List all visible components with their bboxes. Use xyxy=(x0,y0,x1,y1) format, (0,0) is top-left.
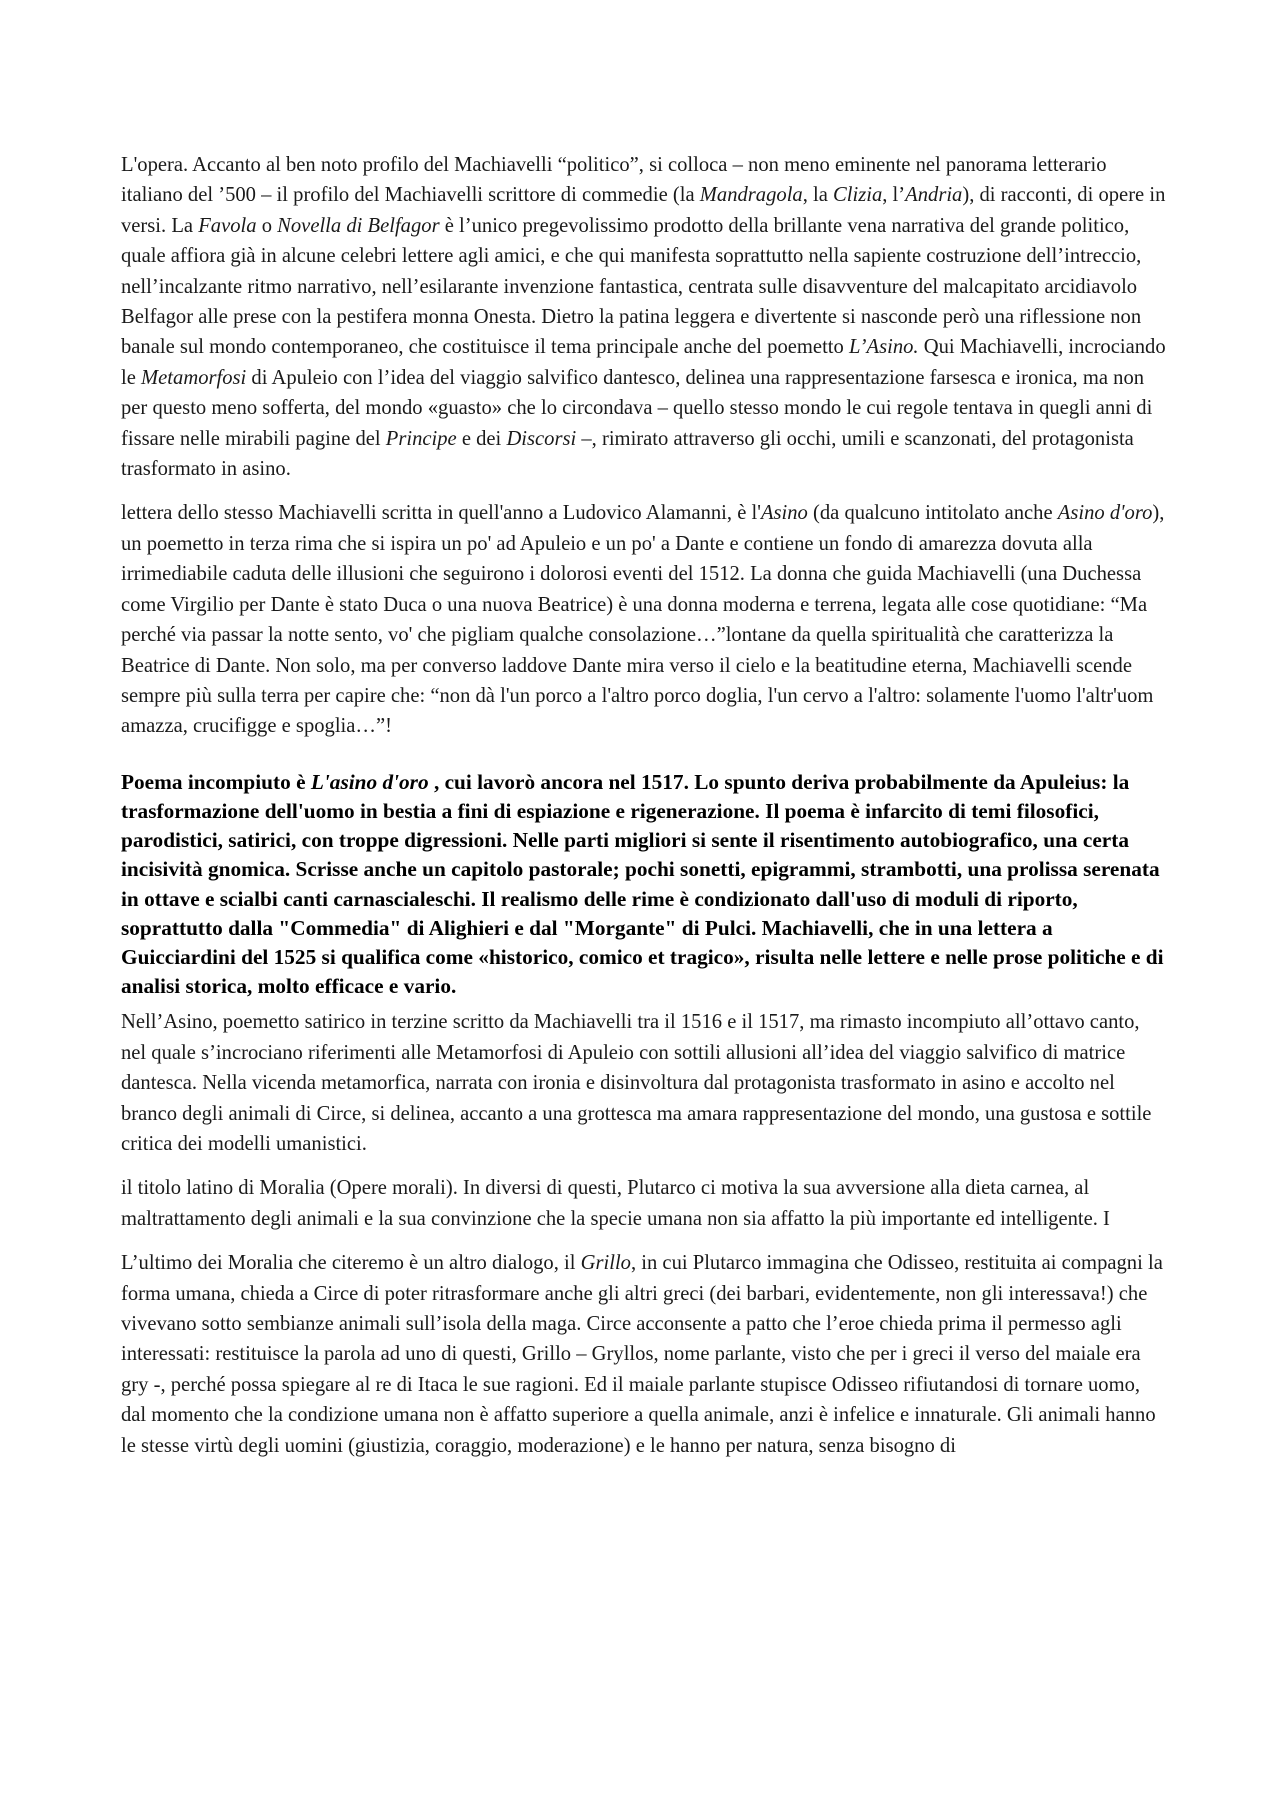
paragraph-moralia: il titolo latino di Moralia (Opere morali). In diversi di questi, Plutarco ci motiva la sua avversione alla dieta carnea, al maltrattamento degli animali e la sua convinzione che la specie umana non sia affatto la più importante ed intelligente. I xyxy=(121,1177,1110,1230)
text-run: L’ultimo dei Moralia che citeremo è un altro dialogo, il xyxy=(121,1252,581,1275)
text-run: Qui Machiavelli, incrociando le xyxy=(121,336,1166,389)
paragraph-poema-incompiuto xyxy=(121,768,1166,1002)
title-novella-belfagor: Novella di Belfagor xyxy=(277,214,440,237)
text-run: di Apuleio con l’idea del viaggio salvifico dantesco, delinea una rappresentazione farsesca e ironica, ma non per questo meno sofferta, del mondo «guasto» che lo circondava – quello stesso mondo le cui regole tentava in quegli anni di fissare nelle mirabili pagine del xyxy=(121,366,1153,450)
text-run: , cui lavorò ancora nel 1517. Lo spunto deriva probabilmente da Apuleius: la trasformazione dell'uomo in bestia a fini di espiazione e rigenerazione. Il poema è infarcito di temi filosofici, parodistici, satirici, con troppe digressioni. Nelle parti migliori si sente il risentimento autobiografico, una certa incisività gnomica. Scrisse anche un capitolo pastorale; pochi sonetti, epigrammi, strambotti, una prolissa serenata in ottave e scialbi canti carnascialeschi. Il realismo delle rime è condizionato dall'uso di moduli di riporto, soprattutto dalla "Commedia" di Alighieri e dal "Morgante" di Pulci. Machiavelli, che in una lettera a Guicciardini del 1525 si qualifica come «historico, comico et tragico», risulta nelle lettere e nelle prose politiche e di analisi storica, molto efficace e vario. xyxy=(121,769,1164,999)
text-run: lettera dello stesso Machiavelli scritta in quell'anno a Ludovico Alamanni, è l' xyxy=(121,502,761,525)
text-run: ), di racconti, di opere in versi. La xyxy=(121,184,1166,237)
text-run: o xyxy=(256,214,278,237)
paragraph-opera-intro xyxy=(121,150,1166,484)
text-run: è l’unico pregevolissimo prodotto della brillante vena narrativa del grande politico, quale affiora già in alcune celebri lettere agli amici, e che qui manifesta soprattutto nella sapiente costruzione dell’intreccio, nell’incalzante ritmo narrativo, nell’esilarante invenzione fantastica, centrata sulle disavventure del malcapitato arcidiavolo Belfagor alle prese con la pestifera monna Onesta. Dietro la patina leggera e divertente si nasconde però una riflessione non banale sul mondo contemporaneo, che costituisce il tema principale anche del poemetto xyxy=(121,214,1142,359)
text-run: L'opera. Accanto al ben noto profilo del Machiavelli “politico”, si colloca – non meno eminente nel panorama letterario italiano del ’500 – il profilo del Machiavelli scrittore di commedie (la xyxy=(121,154,1107,207)
title-asino-doro: L'asino d'oro xyxy=(310,769,429,794)
title-mandragola: Mandragola xyxy=(699,184,803,207)
text-run: –, rimirato attraverso gli occhi, umili e scanzonati, del protagonista trasformato in asino. xyxy=(121,427,1134,481)
text-run: Poema incompiuto è xyxy=(121,769,311,794)
title-asino: L’Asino. xyxy=(848,336,919,359)
title-grillo: Grillo xyxy=(580,1252,631,1275)
title-favola: Favola xyxy=(198,214,257,237)
text-run: , in cui Plutarco immagina che Odisseo, restituita ai compagni la forma umana, chieda a Circe di poter ritrasformare anche gli altri greci (dei barbari, evidentemente, non gli interessava!) che vivevano sotto sembianze animali sull’isola della maga. Circe acconsente a patto che l’eroe chieda prima il permesso agli interessati: restituisce la parola ad uno di questi, Grillo – Gryllos, nome parlante, visto che per i greci il verso del maiale era gry -, perché possa spiegare al re di Itaca le sue ragioni. Ed il maiale parlante stupisce Odisseo rifiutandosi di tornare uomo, dal momento che la condizione umana non è affatto superiore a quella animale, anzi è infelice e innaturale. Gli animali hanno le stesse virtù degli uomini (giustizia, coraggio, moderazione) e le hanno per natura, senza bisogno di xyxy=(121,1252,1163,1457)
paragraph-asino-satirico: Nell’Asino, poemetto satirico in terzine scritto da Machiavelli tra il 1516 e il 1517, ma rimasto incompiuto all’ottavo canto, nel quale s’incrociano riferimenti alle Metamorfosi di Apuleio con sottili allusioni all’idea del viaggio salvifico di matrice dantesca. Nella vicenda metamorfica, narrata con ironia e disinvoltura dal protagonista trasformato in asino e accolto nel branco degli animali di Circe, si delinea, accanto a una grottesca ma amara rappresentazione del mondo, una gustosa e sottile critica dei modelli umanistici. xyxy=(121,1011,1152,1155)
document-body xyxy=(121,150,1166,1461)
title-asino: Asino xyxy=(760,502,808,525)
text-run: , la xyxy=(802,184,834,207)
text-run: , l’ xyxy=(882,184,906,207)
title-discorsi: Discorsi xyxy=(506,427,577,450)
text-run: e dei xyxy=(456,427,507,450)
title-clizia: Clizia xyxy=(833,184,883,207)
paragraph-lettera-alamanni xyxy=(121,498,1166,741)
title-principe: Principe xyxy=(385,427,457,450)
text-run: ), un poemetto in terza rima che si ispira un po' ad Apuleio e un po' a Dante e contiene un fondo di amarezza dovuta alla irrimediabile caduta delle illusioni che seguirono i dolorosi eventi del 1512. La donna che guida Machiavelli (una Duchessa come Virgilio per Dante è stato Duca o una nuova Beatrice) è una donna moderna e terrena, legata alle cose quotidiane: “Ma perché via passar la notte sento, vo' che pigliam qualche consolazione…”lontane da quella spiritualità che caratterizza la Beatrice di Dante. Non solo, ma per converso laddove Dante mira verso il cielo e la beatitudine eterna, Machiavelli scende sempre più sulla terra per capire che: “non dà l'un porco a l'altro porco doglia, l'un cervo a l'altro: solamente l'uomo l'altr'uom amazza, crucifigge e spoglia…”! xyxy=(121,502,1165,738)
title-asino-doro: Asino d'oro xyxy=(1057,502,1153,525)
title-metamorfosi: Metamorfosi xyxy=(141,366,247,389)
title-andria: Andria xyxy=(905,184,963,207)
paragraph-grillo xyxy=(121,1248,1166,1461)
text-run: (da qualcuno intitolato anche xyxy=(807,502,1058,525)
